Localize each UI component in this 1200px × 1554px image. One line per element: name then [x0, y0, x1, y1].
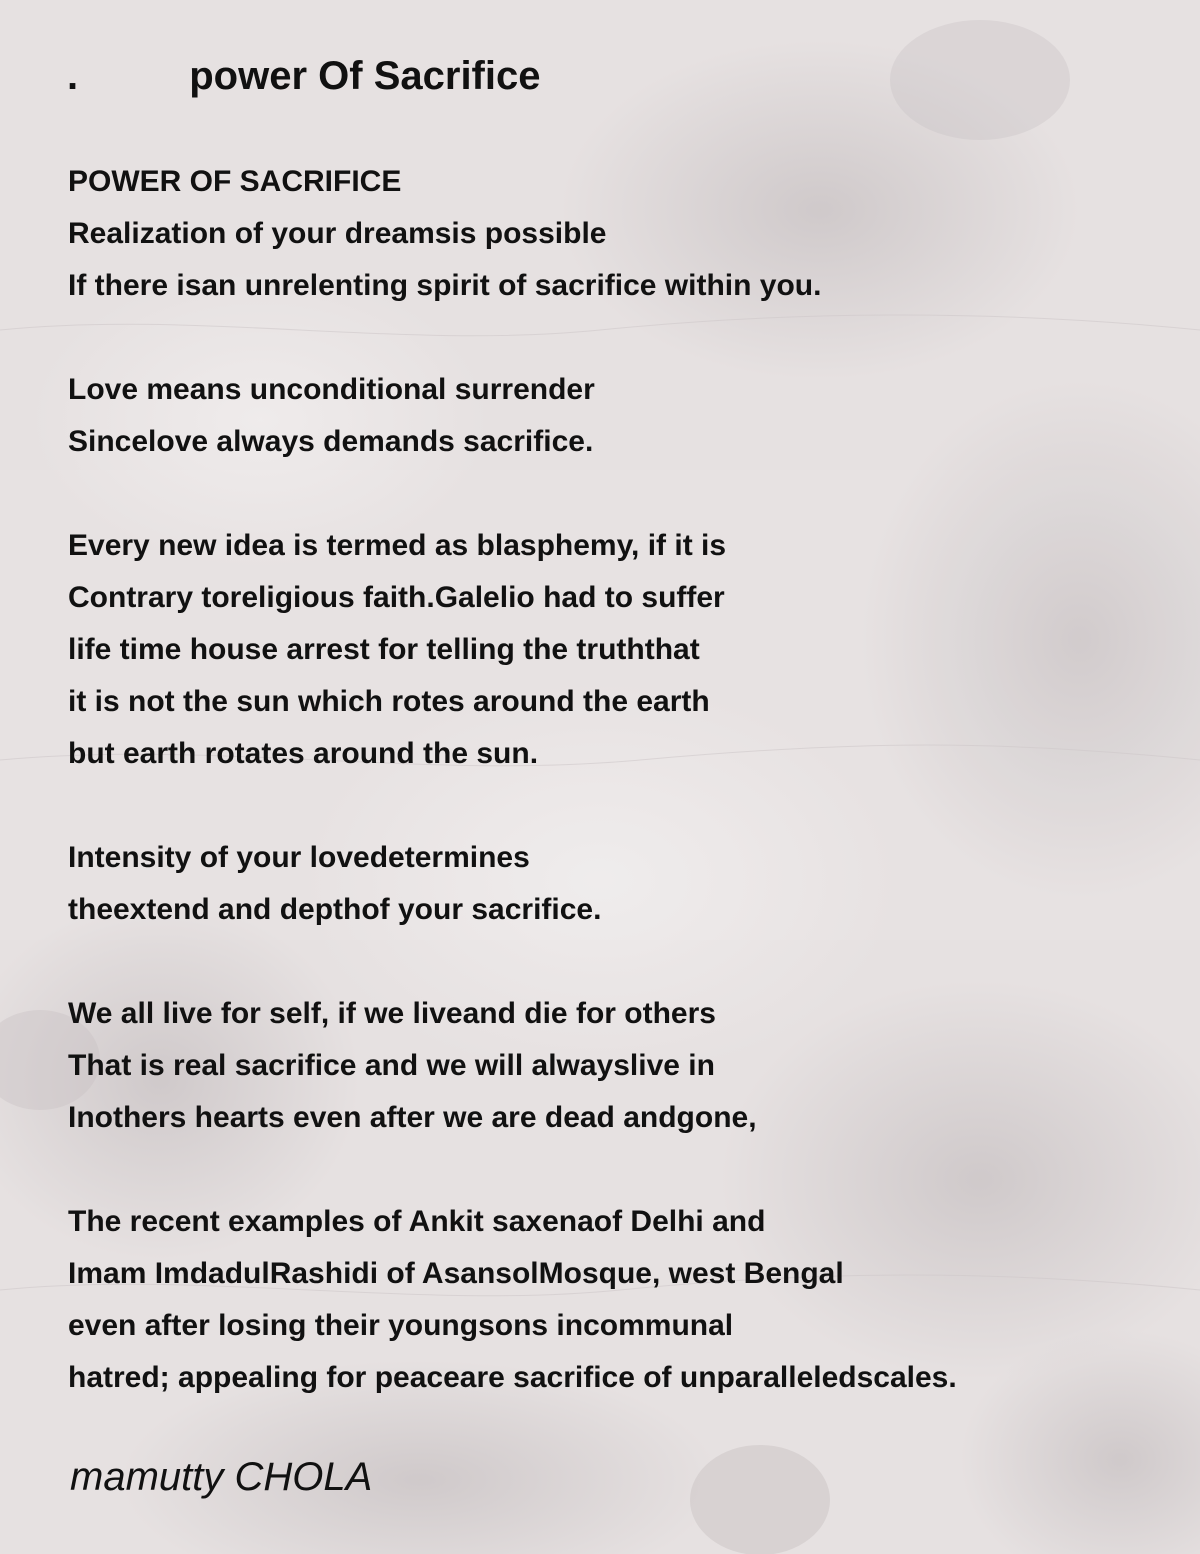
poem-line: The recent examples of Ankit saxenaof Delhi and — [68, 1205, 766, 1238]
poem-line: Every new idea is termed as blasphemy, if it is — [68, 529, 727, 562]
poem-line: That is real sacrifice and we will alwayslive in — [68, 1049, 715, 1082]
poem-line: it is not the sun which rotes around the earth — [68, 685, 710, 718]
poem-author: mamutty CHOLA — [70, 1455, 373, 1499]
stanza — [68, 520, 1168, 780]
stanza — [68, 832, 1168, 936]
poem-line: Intensity of your lovedetermines — [68, 841, 530, 874]
poem-body — [68, 156, 1168, 1456]
poem-line: Love means unconditional surrender — [68, 373, 595, 406]
stanza — [68, 1196, 1168, 1404]
poem-line: life time house arrest for telling the truththat — [68, 633, 700, 666]
poem-line: We all live for self, if we liveand die for others — [68, 997, 716, 1030]
stanza — [68, 156, 1168, 312]
stanza — [68, 988, 1168, 1144]
poem-line: theextend and depthof your sacrifice. — [68, 893, 602, 926]
poem-line: If there isan unrelenting spirit of sacrifice within you. — [68, 269, 822, 302]
poem-line: but earth rotates around the sun. — [68, 737, 539, 770]
poem-line: Imam ImdadulRashidi of AsansolMosque, west Bengal — [68, 1257, 844, 1290]
poem-line: Sincelove always demands sacrifice. — [68, 425, 594, 458]
stanza — [68, 364, 1168, 468]
poem-line: hatred; appealing for peaceare sacrifice of unparalleledscales. — [68, 1361, 957, 1394]
poem-line: even after losing their youngsons incommunal — [68, 1309, 734, 1342]
poem-title: . power Of Sacrifice — [67, 54, 541, 98]
poem-line: Contrary toreligious faith.Galelio had to suffer — [68, 581, 725, 614]
poem-line: POWER OF SACRIFICE — [68, 165, 402, 198]
poem-line: Inothers hearts even after we are dead andgone, — [68, 1101, 757, 1134]
poem-line: Realization of your dreamsis possible — [68, 217, 607, 250]
